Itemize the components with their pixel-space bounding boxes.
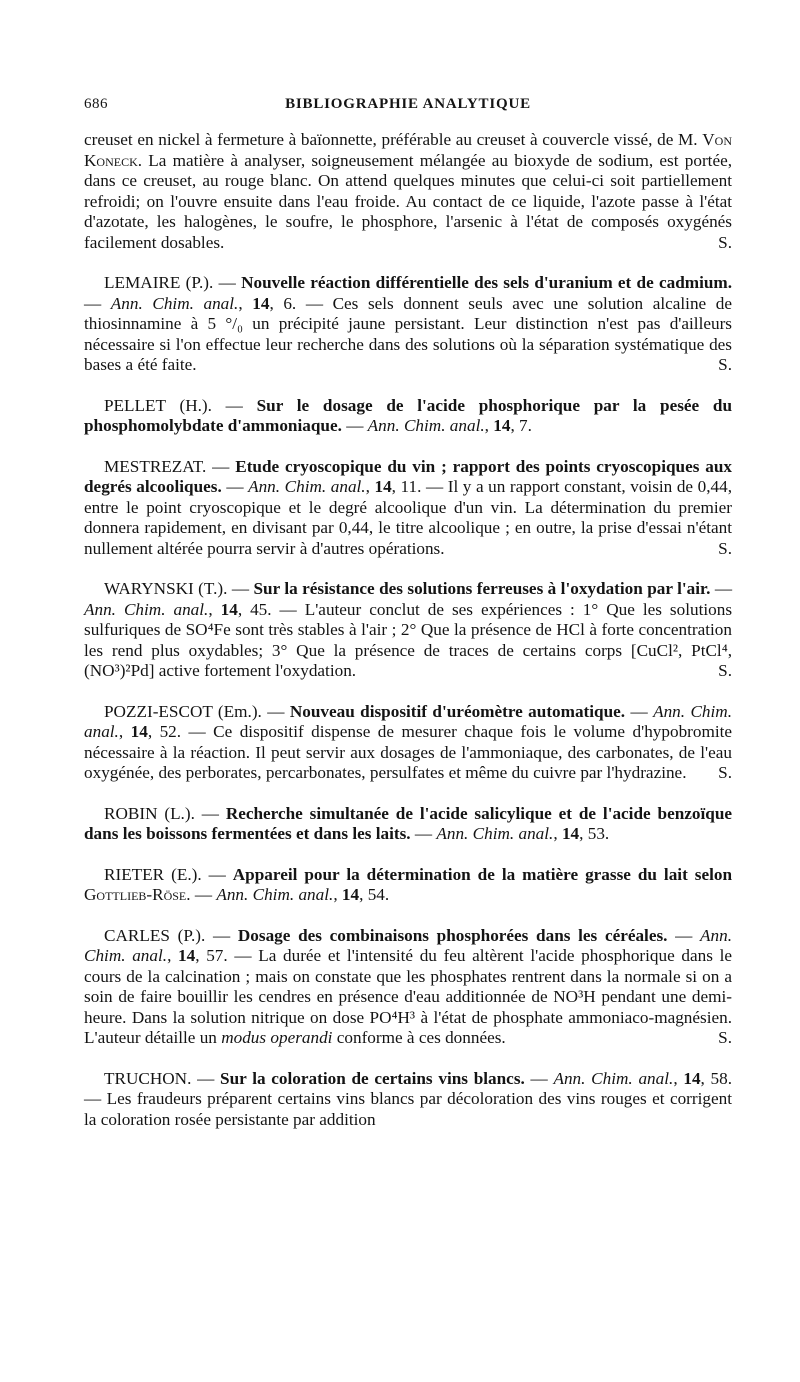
entry-author: PELLET (H.). bbox=[104, 395, 212, 415]
volume-number: 14 bbox=[341, 885, 360, 904]
entry-author: RIETER (E.). bbox=[104, 864, 202, 884]
separator: — bbox=[261, 701, 290, 721]
page-ref: , 11. bbox=[391, 477, 422, 496]
separator: , bbox=[365, 477, 375, 496]
entry-signature: S. bbox=[718, 538, 732, 558]
entry-body-end: conforme à ces données. bbox=[332, 1028, 506, 1047]
journal-name: Ann. Chim. anal. bbox=[436, 824, 554, 843]
entry-signature: S. bbox=[718, 355, 732, 374]
person-name: Gottlieb-Röse bbox=[84, 885, 187, 904]
entry-title: Sur le dosage de l'acide phosphorique par la pesée du phosphomolybdate d'ammoniaque. bbox=[84, 395, 733, 435]
entry-author: WARYNSKI (T.). bbox=[104, 579, 228, 598]
entry-signature: S. bbox=[718, 1028, 732, 1047]
volume-number: 14 bbox=[220, 599, 238, 619]
separator: — bbox=[221, 477, 249, 496]
entry-body: — Les fraudeurs préparent certains vins blancs par décoloration des vins rouges et corrigent la coloration rosée persistante par addition bbox=[84, 1089, 732, 1129]
journal-name: Ann. Chim. anal. bbox=[248, 477, 366, 496]
separator: , bbox=[673, 1068, 684, 1088]
person-name: Von Koneck bbox=[84, 130, 732, 170]
volume-number: 14 bbox=[178, 946, 196, 965]
entry-body: — Ces sels donnent seuls avec une solution alcaline de thiosinnamine à 5 °/₀ un précipité jaune persistant. Leur distinction n'est pas d'ailleurs nécessaire si l'on effectue leur recherche dans des solutions où la séparation systématique des bases a été faite. bbox=[84, 293, 732, 374]
journal-name: Ann. Chim. anal. bbox=[84, 925, 733, 965]
entry-title: Sur la résistance des solutions ferreuses à l'oxydation par l'air. bbox=[253, 579, 711, 598]
separator: , bbox=[553, 824, 562, 843]
entry-body: — L'auteur conclut de ses expériences : 1° Que les solutions sulfuriques de SO⁴Fe sont très stables à l'air ; 2° Que la présence de HCl à forte concentration les rend plus oxydables; 3° Que la présence de traces de certains corps [CuCl², PtCl⁴, (NO³)²Pd] active fortement l'oxydation. bbox=[84, 599, 733, 680]
journal-name: Ann. Chim. anal. bbox=[84, 701, 733, 741]
separator: — bbox=[524, 1068, 554, 1088]
journal-name: Ann. Chim. anal. bbox=[110, 293, 239, 313]
entry-title: Nouvelle réaction différentielle des sels d'uranium et de cadmium. bbox=[241, 273, 733, 292]
separator: — bbox=[205, 925, 238, 945]
entry-signature: S. bbox=[718, 763, 732, 782]
volume-number: 14 bbox=[252, 293, 270, 313]
entry-body: — Il y a un rapport constant, voisin de 0,44, entre le point cryoscopique et le degré alcoolique d'un vin. La détermination du premier donnera rapidement, en divisant par 0,44, le titre alcoolique ; en outre, la prise d'essai n'étant nullement altérée pourra servir à d'autres opérations. bbox=[84, 477, 732, 558]
page-ref: , 53. bbox=[579, 824, 610, 843]
entry-pozzi-escot bbox=[84, 702, 732, 784]
separator: , bbox=[333, 885, 342, 904]
journal-name: Ann. Chim. anal. bbox=[84, 599, 209, 619]
separator: — bbox=[341, 416, 368, 435]
separator: — bbox=[213, 273, 242, 292]
entry-author: POZZI-ESCOT (Em.). bbox=[104, 701, 262, 721]
separator: , bbox=[118, 722, 131, 741]
entry-mestrezat bbox=[84, 457, 732, 560]
entry-body: — La durée et l'intensité du feu altèrent l'acide phosphorique dans le cours de la calcination ; mais on constate que les phosphates rentrent dans la normale si on a soin de faire bouillir les cendres en présence d'eau additionnée de NO³H pendant une demi-heure. Dans la solution nitrique on dose PO⁴H³ à l'état de phosphate ammoniaco-magnésien. L'auteur détaille un bbox=[84, 946, 732, 1047]
separator: — bbox=[227, 579, 254, 598]
entry-warynski bbox=[84, 579, 732, 682]
separator: — bbox=[667, 925, 701, 945]
entry-title: Sur la coloration de certains vins blancs. bbox=[220, 1068, 525, 1088]
page-number: 686 bbox=[84, 96, 108, 112]
volume-number: 14 bbox=[130, 722, 148, 741]
volume-number: 14 bbox=[493, 416, 511, 435]
entry-title: Recherche simultanée de l'acide salicylique et de l'acide benzoïque dans les boissons fermentées et dans les laits. bbox=[84, 803, 733, 843]
page-ref: , 58. bbox=[700, 1068, 733, 1088]
entry-signature: S. bbox=[718, 661, 732, 680]
separator: — bbox=[201, 864, 233, 884]
journal-name: Ann. Chim. anal. bbox=[553, 1068, 674, 1088]
separator: — bbox=[206, 456, 236, 476]
running-title: BIBLIOGRAPHIE ANALYTIQUE bbox=[285, 96, 531, 112]
separator: — bbox=[194, 803, 226, 823]
page-ref: , 54. bbox=[359, 885, 390, 904]
page-ref: , 7. bbox=[510, 416, 532, 435]
page-ref: , 57. bbox=[195, 946, 228, 965]
entry-robin bbox=[84, 804, 732, 845]
volume-number: 14 bbox=[683, 1068, 701, 1088]
page-ref: , 52. bbox=[147, 722, 182, 741]
separator: , bbox=[238, 293, 253, 313]
entry-pellet bbox=[84, 396, 732, 437]
entry-title: Nouveau dispositif d'uréomètre automatique. bbox=[289, 701, 626, 721]
volume-number: 14 bbox=[374, 477, 392, 496]
separator: , bbox=[208, 599, 221, 619]
entry-rieter bbox=[84, 865, 732, 906]
volume-number: 14 bbox=[561, 824, 580, 843]
page-ref: , 45. bbox=[237, 599, 272, 619]
separator: . — bbox=[186, 885, 217, 904]
entry-title: Dosage des combinaisons phosphorées dans les céréales. bbox=[237, 925, 668, 945]
separator: , bbox=[167, 946, 179, 965]
entry-title: Etude cryoscopique du vin ; rapport des points cryoscopiques aux degrés alcooliques. bbox=[84, 456, 733, 496]
entry-truchon bbox=[84, 1069, 732, 1131]
separator: — bbox=[710, 579, 733, 598]
entry-signature: S. bbox=[718, 232, 732, 252]
entry-continuation bbox=[84, 130, 732, 253]
page-ref: , 6. bbox=[269, 293, 297, 313]
entry-author: TRUCHON. bbox=[104, 1068, 192, 1088]
separator: — bbox=[410, 824, 437, 843]
bibliography-body bbox=[84, 130, 732, 1150]
entry-carles bbox=[84, 926, 732, 1049]
journal-name: Ann. Chim. anal. bbox=[216, 885, 334, 904]
journal-name: Ann. Chim. anal. bbox=[367, 416, 485, 435]
separator: , bbox=[484, 416, 494, 435]
entry-lemaire bbox=[84, 273, 732, 376]
entry-author: ROBIN (L.). bbox=[104, 803, 195, 823]
entry-author: CARLES (P.). bbox=[104, 925, 206, 945]
separator: — bbox=[211, 395, 257, 415]
running-head bbox=[84, 96, 732, 120]
separator: — bbox=[191, 1068, 221, 1088]
entry-title: Appareil pour la détermination de la matière grasse du lait selon bbox=[232, 864, 732, 884]
separator: — bbox=[625, 701, 654, 721]
continuation-text: creuset en nickel à fermeture à baïonnette, préférable au creuset à couvercle vissé, de M. bbox=[84, 130, 703, 149]
entry-author: MESTREZAT. bbox=[104, 456, 207, 476]
continuation-text: . La matière à analyser, soigneusement mélangée au bioxyde de sodium, est portée, dans ce creuset, au rouge blanc. On attend quelques minutes que celui-ci soit partiellement refroidi; on l'ouvre ensuite dans l'eau froide. Au contact de ce liquide, l'azote passe à l'état d'azotate, les halogènes, le soufre, le phosphore, l'arsenic à l'état de composés oxygénés facilement dosables. bbox=[84, 150, 732, 252]
separator: — bbox=[84, 293, 111, 313]
entry-body-italic: modus operandi bbox=[221, 1028, 333, 1047]
entry-body: — Ce dispositif dispense de mesurer chaque fois le volume d'hypobromite nécessaire à la réaction. Il peut servir aux dosages de l'ammoniaque, des carbonates, de l'eau oxygénée, des perborates, percarbonates, persulfates et même du cuivre par l'hydrazine. bbox=[84, 722, 733, 782]
entry-author: LEMAIRE (P.). bbox=[104, 273, 214, 292]
